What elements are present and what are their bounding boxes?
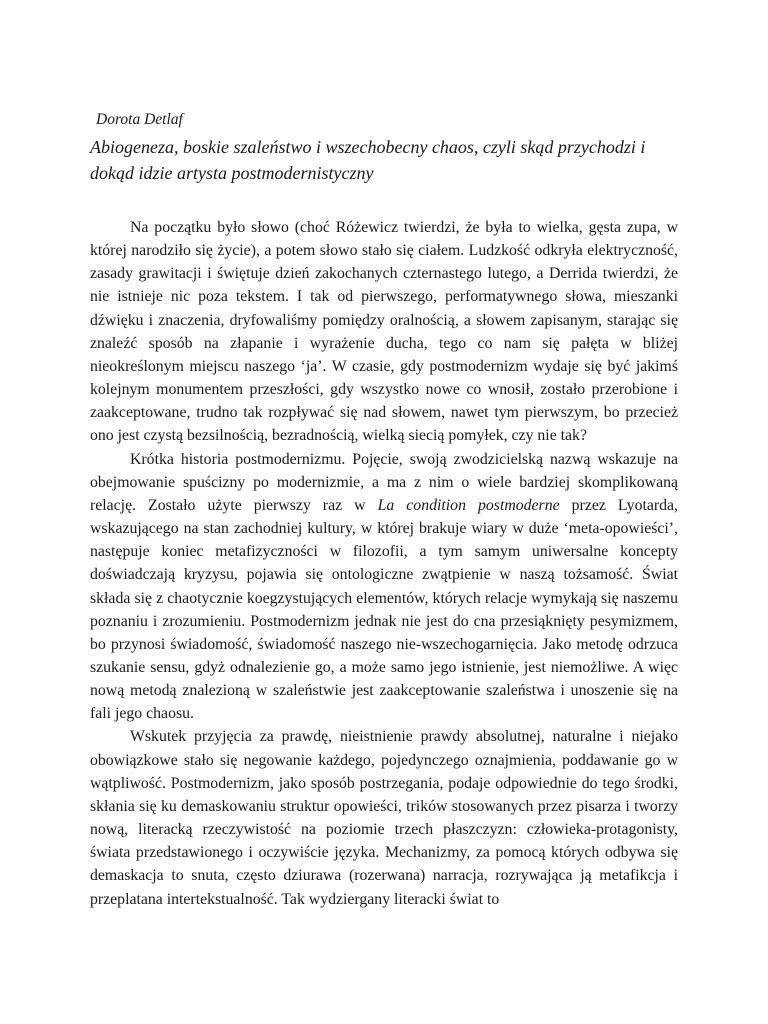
paragraph-2 <box>90 448 678 726</box>
book-title-emphasis: La condition postmoderne <box>377 496 560 514</box>
paragraph-3: Wskutek przyjęcia za prawdę, nieistnienie prawdy absolutnej, naturalne i niejako obowiązkowe stało się negowanie każdego, pojedynczego oznajmienia, poddawanie go w wątpliwość. Postmodernizm, jako sposób postrzegania, podaje odpowiednie do tego środki, skłania się ku demaskowaniu struktur opowieści, trików stosowanych przez pisarza i tworzy nową, literacką rzeczywistość na poziomie trzech płaszczyzn: człowieka-protagonisty, świata przedstawionego i oczywiście języka. Mechanizmy, za pomocą których odbywa się demaskacja to snuta, często dziurawa (rozerwana) narracja, rozrywająca ją metafikcja i przeplatana intertekstualność. Tak wydziergany literacki świat to <box>90 728 678 908</box>
paragraph-1: Na początku było słowo (choć Różewicz twierdzi, że była to wielka, gęsta zupa, w której narodziło się życie), a potem słowo stało się ciałem. Ludzkość odkryła elektryczność, zasady grawitacji i świętuje dzień zakochanych czternastego lutego, a Derrida twierdzi, że nie istnieje nic poza tekstem. I tak od pierwszego, performatywnego słowa, mieszanki dźwięku i znaczenia, dryfowaliśmy pomiędzy oralnością, a słowem zapisanym, starając się znaleźć sposób na złapanie i wyrażenie ducha, tego co nam się pałęta w bliżej nieokreślonym miejscu naszego ‘ja’. W czasie, gdy postmodernizm wydaje się być jakimś kolejnym monumentem przeszłości, gdy wszystko nowe co wnosił, zostało przerobione i zaakceptowane, trudno tak rozpływać się nad słowem, nawet tym pierwszym, bo przecież ono jest czystą bezsilnością, bezradnością, wielką siecią pomyłek, czy nie tak? <box>90 219 678 445</box>
essay-title: Abiogeneza, boskie szaleństwo i wszechobecny chaos, czyli skąd przychodzi i dokąd idzie artysta postmodernistyczny <box>90 137 646 183</box>
document-page <box>90 110 678 911</box>
paragraph-2-before: Krótka historia postmodernizmu. Pojęcie, swoją zwodzicielską nazwą wskazuje na obejmowanie spuścizny po modernizmie, a ma z nim o wiele bardziej skomplikowaną relację. Zostało użyte pierwszy raz w <box>90 450 678 514</box>
paragraph-2-after: przez Lyotarda, wskazującego na stan zachodniej kultury, w której brakuje wiary w duże ‘meta-opowieści’, następuje koniec metafizyczności w filozofii, a tym samym uniwersalne koncepty doświadczają kryzysu, pojawia się ontologiczne zwątpienie w naszą tożsamość. Świat składa się z chaotycznie koegzystujących elementów, których relacje wymykają się naszemu poznaniu i zrozumieniu. Postmodernizm jednak nie jest do cna przesiąknięty pesymizmem, bo przynosi świadomość, świadomość naszego nie-wszechogarnięcia. Jako metodę odrzuca szukanie sensu, gdyż odnalezienie go, a może samo jego istnienie, jest niemożliwe. A więc nową metodą znalezioną w szaleństwie jest zaakceptowanie szaleństwa i unoszenie się na fali jego chaosu. <box>90 496 678 723</box>
author-name: Dorota Detlaf <box>96 111 183 128</box>
essay-body <box>90 216 678 911</box>
